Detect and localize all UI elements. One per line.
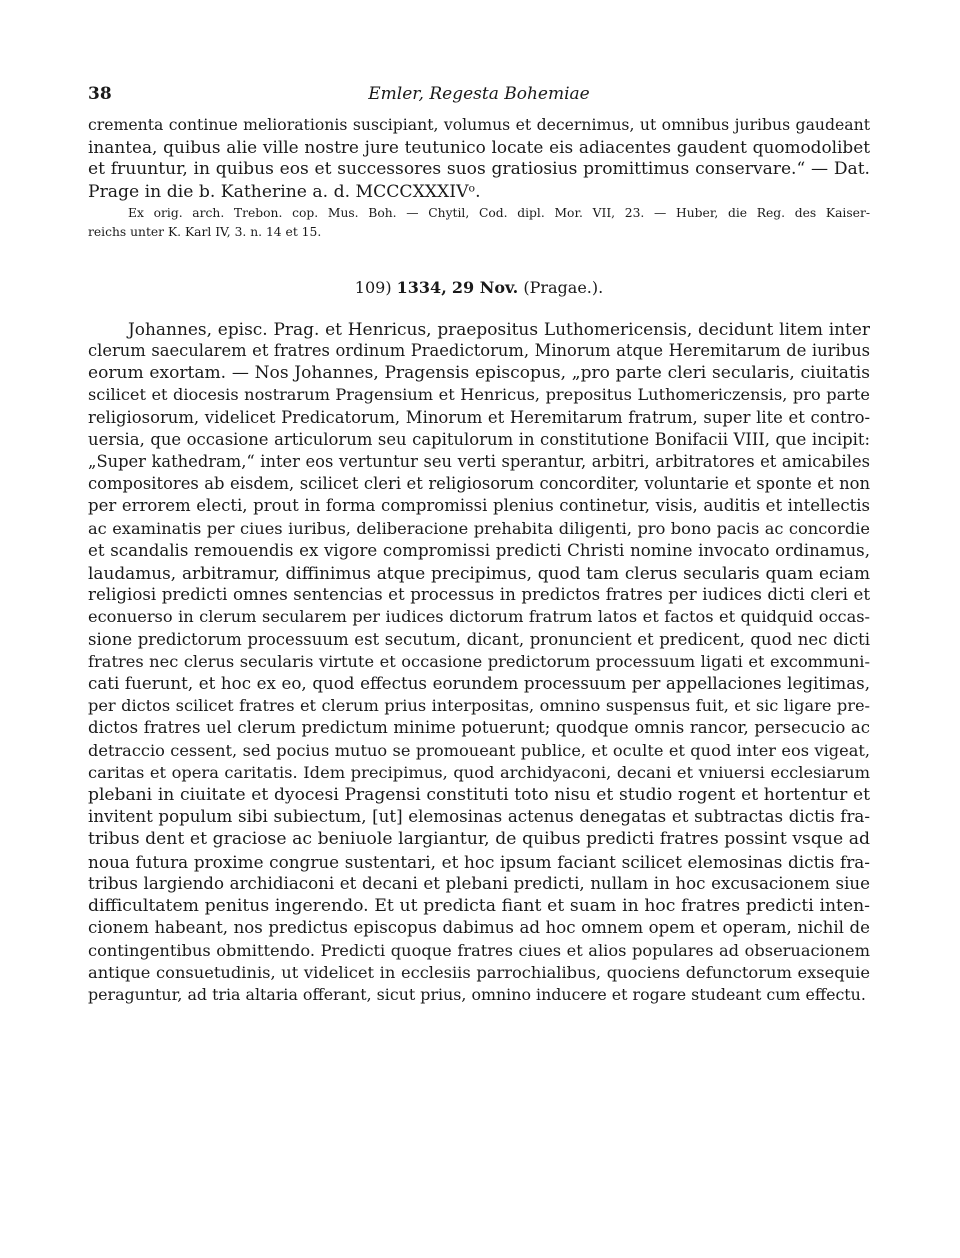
text-line: noua futura proxime congrue sustentari, et hoc ipsum faciant scilicet elemosinas dictis fra-	[88, 851, 870, 872]
text-line: peraguntur, ad tria altaria offerant, sicut prius, omnino inducere et rogare studeant cum effectu.	[88, 984, 866, 1004]
text-line: dictos fratres uel clerum predictum minime potuerunt; quodque omnis rancor, persecucio ac	[88, 718, 870, 738]
text-line: compositores ab eisdem, scilicet cleri et religiosorum concorditer, voluntarie et sponte et non	[88, 474, 870, 494]
entry-day: 29 Nov.	[451, 277, 519, 297]
entry-body	[88, 318, 870, 1006]
text-line: sione predictorum processuum est secutum, dicant, pronuncient et predicent, quod nec dicti	[88, 629, 870, 649]
source-line: Ex orig. arch. Trebon. cop. Mus. Boh. — Chytil, Cod. dipl. Mor. VII, 23. — Huber, die Reg. des Kaiser-	[128, 205, 870, 220]
text-line: „Super kathedram,“ inter eos vertuntur seu verti sperantur, arbitri, arbitratores et amicabiles	[88, 452, 870, 472]
text-line: scilicet et diocesis nostrarum Pragensium et Henricus, prepositus Luthomericzensis, pro parte	[88, 385, 870, 405]
text-line: tribus dent et graciose ac beniuole largiantur, de quibus predicti fratres possint vsque ad	[88, 829, 870, 850]
source-line: reichs unter K. Karl IV, 3. n. 14 et 15.	[88, 225, 322, 240]
text-line: tribus largiendo archidiaconi et decani et plebani predicti, nullam in hoc excusacionem siue	[88, 873, 870, 893]
text-line: uersia, que occasione articulorum seu capitulorum in constitutione Bonifacii VIII, que incipit:	[88, 429, 870, 449]
text-line: Prage in die b. Katherine a. d. MCCCXXXIVᵒ.	[88, 181, 481, 202]
entry-place: (Pragae.).	[523, 277, 604, 297]
entry-year: 1334,	[396, 277, 447, 297]
text-line: detraccio cessent, sed pocius mutuo se promoueant publice, et oculte et quod inter eos vigeat,	[88, 740, 870, 760]
running-header	[88, 84, 870, 114]
text-line: cionem habeant, nos predictus episcopus dabimus ad hoc omnem opem et operam, nichil de	[88, 918, 870, 938]
text-line: Johannes, episc. Prag. et Henricus, praepositus Luthomericensis, decidunt litem inter	[128, 318, 870, 339]
entry-number: 109)	[354, 277, 392, 297]
text-line: eorum exortam. — Nos Johannes, Pragensis episcopus, „pro parte cleri secularis, ciuitatis	[88, 363, 870, 384]
document-page	[88, 84, 870, 1006]
source-note	[88, 204, 870, 242]
entry-heading	[88, 278, 870, 297]
text-line: clerum saecularem et fratres ordinum Praedictorum, Minorum atque Heremitarum de iuribus	[88, 341, 870, 361]
text-line: econuerso in clerum secularem per iudices dictorum fratrum latos et factos et quidquid occas-	[88, 607, 870, 627]
text-line: plebani in ciuitate et dyocesi Pragensi constituti toto nisu et studio rogent et hortentur et	[88, 785, 870, 806]
text-line: per dictos scilicet fratres et clerum prius interpositas, omnino suspensus fuit, et sic ligare pre-	[88, 696, 870, 716]
text-line: fratres nec clerus secularis virtute et occasione predictorum processuum ligati et excommuni-	[88, 651, 870, 671]
text-line: contingentibus obmittendo. Predicti quoque fratres ciues et alios populares ad obseruacionem	[88, 940, 870, 960]
text-line: cati fuerunt, et hoc ex eo, quod effectus eorundem processuum per appellaciones legitimas,	[88, 674, 870, 694]
text-line: antique consuetudinis, ut videlicet in ecclesiis parrochialibus, quociens defunctorum exsequie	[88, 962, 870, 982]
text-line: caritas et opera caritatis. Idem precipimus, quod archidyaconi, decani et vniuersi ecclesiarum	[88, 762, 870, 782]
text-line: inantea, quibus alie ville nostre jure teutunico locate eis adiacentes gaudent quomodolibet	[88, 137, 870, 158]
text-line: invitent populum sibi subiectum, [ut] elemosinas actenus denegatas et subtractas dictis fra-	[88, 807, 870, 827]
previous-document-text	[88, 114, 870, 203]
text-line: religiosi predicti omnes sentencias et processus in predictos fratres per iudices dicti cleri et	[88, 585, 870, 605]
page-number: 38	[88, 84, 112, 104]
text-line: et scandalis remouendis ex vigore compromissi predicti Christi nomine invocato ordinamus,	[88, 540, 870, 560]
text-line: crementa continue meliorationis suscipiant, volumus et decernimus, ut omnibus juribus gaudeant	[88, 115, 870, 134]
text-line: religiosorum, videlicet Predicatorum, Minorum et Heremitarum fratrum, super lite et contro-	[88, 407, 870, 427]
text-line: per errorem electi, prout in forma compromissi plenius continetur, visis, auditis et intellectis	[88, 496, 870, 516]
running-title: Emler, Regesta Bohemiae	[368, 84, 590, 104]
text-line: laudamus, arbitramur, diffinimus atque precipimus, quod tam clerus secularis quam eciam	[88, 563, 870, 584]
text-line: ac examinatis per ciues iuribus, deliberacione prehabita diligenti, pro bono pacis ac concordie	[88, 518, 870, 538]
text-line: difficultatem penitus ingerendo. Et ut predicta fiant et suam in hoc fratres predicti inten-	[88, 896, 870, 917]
text-line: et fruuntur, in quibus eos et successores suos gratiosius promittimus conservare.“ — Dat.	[88, 159, 870, 180]
